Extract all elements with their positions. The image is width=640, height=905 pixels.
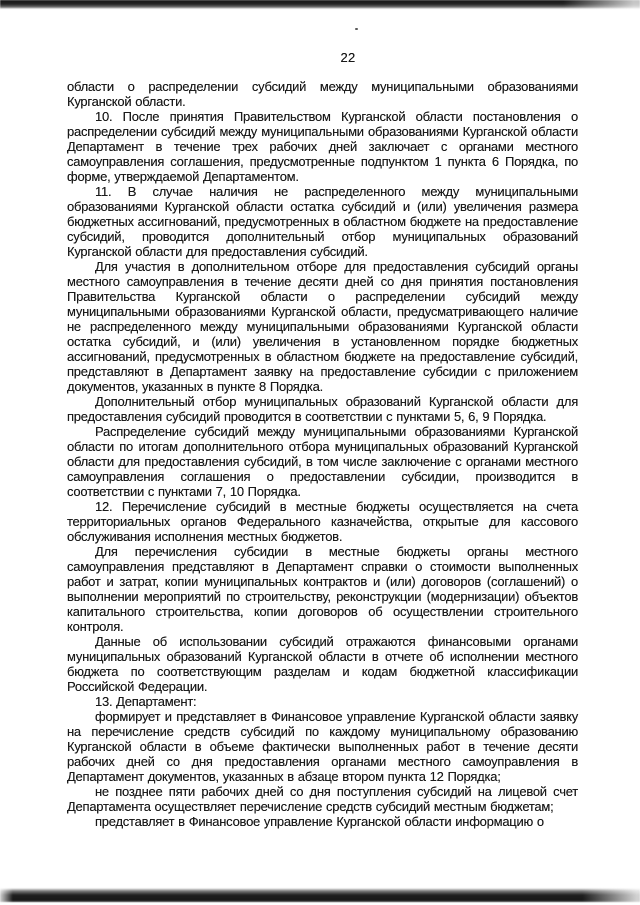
paragraph: представляет в Финансовое управление Курганской области информацию о bbox=[95, 814, 544, 829]
paragraph: формирует и представляет в Финансовое управление Курганской области заявку на перечисление средств субсидий по каждому муниципальному образованию Курганской области в объеме фактически выполненных работ в течение десяти рабочих дней со дня предоставления органами местного самоуправления в Департамент документов, указанных в абзаце втором пункта 12 Порядка; bbox=[67, 709, 578, 784]
paragraph: Для перечисления субсидии в местные бюджеты органы местного самоуправления представляют в Департамент справки о стоимости выполненных работ и затрат, копии муниципальных контрактов и (или) договоров (соглашений) о выполнении мероприятий по строительству, реконструкции (модернизации) объектов капитального строительства, копии договоров об осуществлении строительного контроля. bbox=[67, 544, 578, 634]
scan-edge-shadow-bottom bbox=[0, 888, 640, 902]
page-number: 22 bbox=[340, 50, 356, 65]
paragraph: 13. Департамент: bbox=[95, 694, 197, 709]
paragraph: 12. Перечисление субсидий в местные бюджеты осуществляется на счета территориальных органов Федерального казначейства, открытые для кассового обслуживания исполнения местных бюджетов. bbox=[67, 499, 578, 544]
scan-speck bbox=[355, 28, 358, 30]
paragraph: 11. В случае наличия не распределенного между муниципальными образованиями Курганской области остатка субсидий и (или) увеличения размера бюджетных ассигнований, предусмотренных в областном бюджете на предоставление субсидий, проводится дополнительный отбор муниципальных образований Курганской области для предоставления субсидий. bbox=[67, 184, 578, 259]
paragraph: Для участия в дополнительном отборе для предоставления субсидий органы местного самоуправления в течение десяти дней со дня принятия постановления Правительства Курганской области о распределении субсидий между муниципальными образованиями Курганской области, предусматривающего наличие не распределенного между муниципальными образованиями Курганской области остатка субсидий, и (или) увеличения в установленном порядке бюджетных ассигнований, предусмотренных в областном бюджете на предоставление субсидий, представляют в Департамент заявку на предоставление субсидии с приложением документов, указанных в пункте 8 Порядка. bbox=[67, 259, 578, 394]
paragraph: 10. После принятия Правительством Курганской области постановления о распределении субсидий между муниципальными образованиями Курганской области Департамент в течение трех рабочих дней заключает с органами местного самоуправления соглашения, предусмотренные подпунктом 1 пункта 6 Порядка, по форме, утверждаемой Департаментом. bbox=[67, 109, 578, 184]
paragraph: Дополнительный отбор муниципальных образований Курганской области для предоставления субсидий проводится в соответствии с пунктами 5, 6, 9 Порядка. bbox=[67, 394, 578, 424]
document-text-block bbox=[67, 79, 578, 829]
paragraph: Распределение субсидий между муниципальными образованиями Курганской области по итогам дополнительного отбора муниципальных образований Курганской области для предоставления субсидий, в том числе заключение с органами местного самоуправления соглашения о предоставлении субсидии, производится в соответствии с пунктами 7, 10 Порядка. bbox=[67, 424, 578, 499]
paragraph: Данные об использовании субсидий отражаются финансовыми органами муниципальных образований Курганской области в отчете об исполнении местного бюджета по соответствующим разделам и кодам бюджетной классификации Российской Федерации. bbox=[67, 634, 578, 694]
paragraph: не позднее пяти рабочих дней со дня поступления субсидий на лицевой счет Департамента осуществляет перечисление средств субсидий местным бюджетам; bbox=[67, 784, 578, 814]
paragraph: области о распределении субсидий между муниципальными образованиями Курганской области. bbox=[67, 79, 578, 109]
scan-edge-shadow-top bbox=[0, 0, 640, 9]
